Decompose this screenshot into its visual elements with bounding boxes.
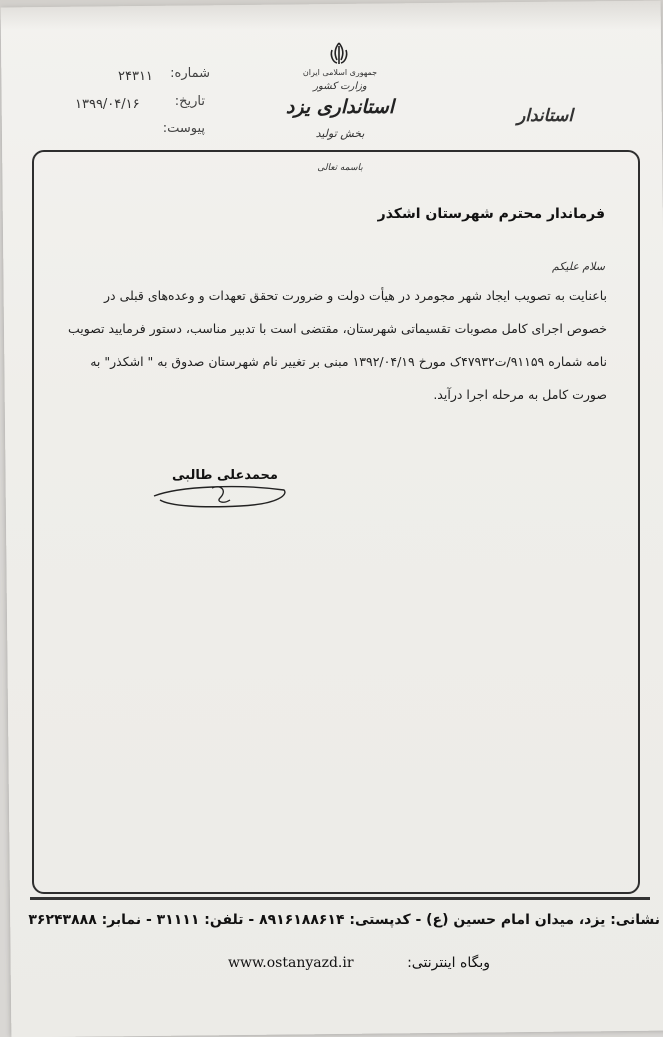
recipient: فرماندار محترم شهرستان اشکذر	[377, 206, 605, 222]
body-line-1: باعنایت به تصویب ایجاد شهر مجومرد در هیأت دولت و ضرورت تحقق تعهدات و وعده‌های قبلی در	[104, 288, 607, 303]
attachment-label: پیوست:	[162, 121, 205, 136]
org-name: استانداری یزد	[285, 96, 395, 118]
date-label: تاریخ:	[174, 94, 205, 109]
paper-fold-shadow	[0, 0, 663, 30]
emblem-text-republic: جمهوری اسلامی ایران	[302, 68, 378, 77]
ostandar-title: استاندار	[517, 106, 573, 126]
basmala: باسمه تعالی	[317, 163, 363, 173]
website-label: وبگاه اینترنتی:	[407, 955, 490, 971]
body-line-3: نامه شماره ۹۱۱۵۹/ت۴۷۹۳۲ک مورخ ۱۳۹۲/۰۴/۱۹ مبنی بر تغییر نام شهرستان صدوق به " اشکذر" به	[90, 354, 607, 369]
body-line-2: خصوص اجرای کامل مصوبات تقسیماتی شهرستان، مقتضی است با تدبیر مناسب، دستور فرمایید تصویب	[67, 321, 607, 336]
body-line-4: صورت کامل به مرحله اجرا درآید.	[433, 387, 607, 402]
iran-emblem-icon	[325, 40, 353, 68]
website-url[interactable]: www.ostanyazd.ir	[228, 955, 354, 971]
number-label: شماره:	[170, 66, 210, 81]
footer-rule	[30, 897, 650, 900]
ministry-name: وزارت کشور	[313, 81, 367, 92]
handwritten-signature	[150, 480, 290, 510]
number-value: ۲۴۳۱۱	[118, 69, 153, 84]
department-name: بخش تولید	[315, 127, 365, 140]
date-value: ۱۳۹۹/۰۴/۱۶	[75, 97, 140, 112]
signatory-name: محمدعلی طالبی	[172, 468, 278, 483]
footer-address: نشانی: یزد، میدان امام حسین (ع) - کدپستی: ۸۹۱۶۱۸۸۶۱۴ - تلفن: ۳۱۱۱۱ - نمابر: ۳۶۲۴۳۸۸۸	[28, 912, 660, 928]
greeting: سلام علیکم	[551, 260, 605, 273]
